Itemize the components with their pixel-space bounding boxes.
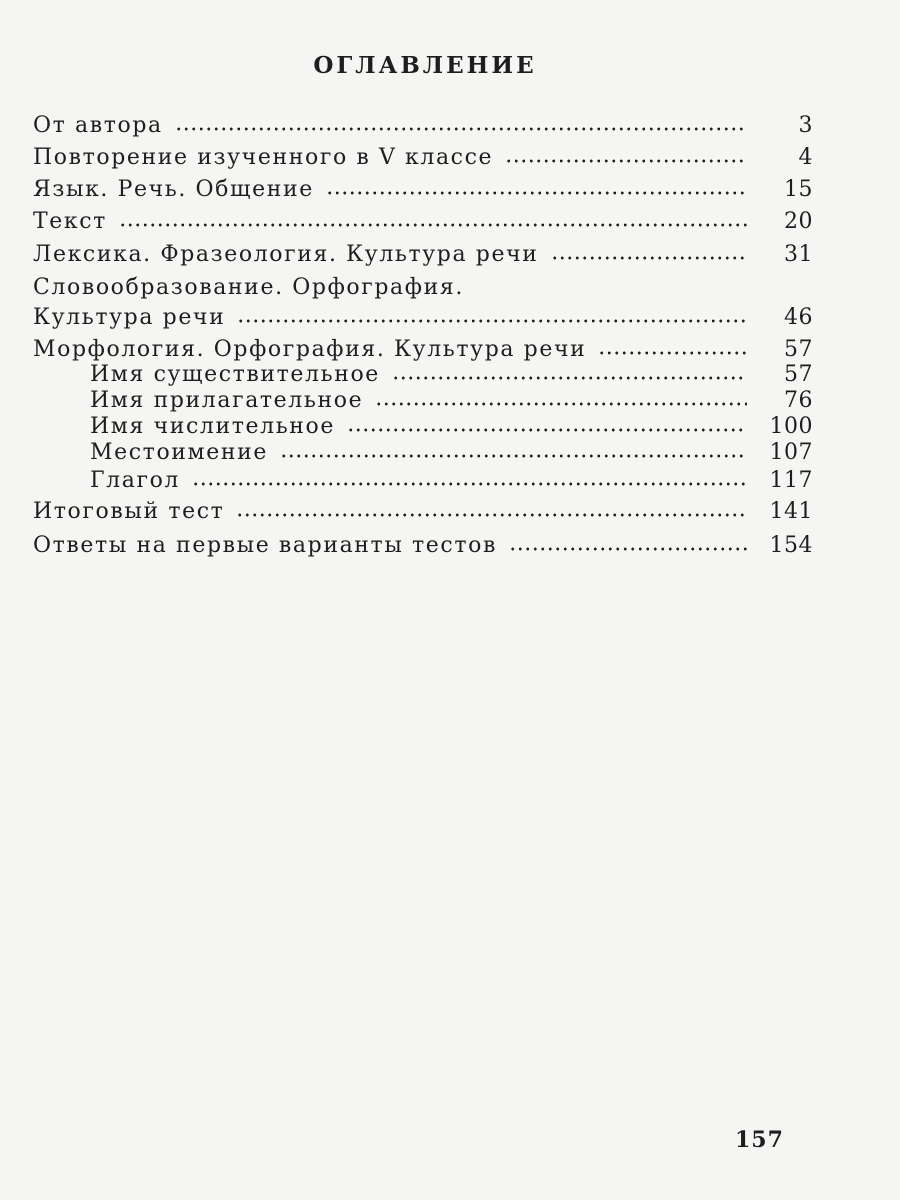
toc-subentry bbox=[90, 435, 813, 465]
toc-entry-page: 4 bbox=[798, 145, 813, 170]
toc-entry bbox=[33, 204, 813, 234]
dot-leader bbox=[119, 222, 747, 228]
toc-entry-label-continued: Культура речи bbox=[33, 305, 226, 330]
toc-entry bbox=[33, 300, 813, 330]
toc-entry-label: Ответы на первые варианты тестов bbox=[33, 533, 497, 558]
toc-entry-page: 46 bbox=[784, 305, 813, 330]
dot-leader bbox=[280, 453, 747, 459]
dot-leader bbox=[551, 255, 747, 261]
toc-entry bbox=[33, 528, 813, 558]
toc-entry-page: 154 bbox=[769, 533, 813, 558]
toc-entry bbox=[33, 140, 813, 170]
toc-entry-page: 57 bbox=[784, 337, 813, 362]
dot-leader bbox=[505, 158, 747, 164]
dot-leader bbox=[326, 190, 747, 196]
dot-leader bbox=[347, 427, 747, 433]
toc-entry-label: Глагол bbox=[90, 468, 181, 493]
toc-entry-page: 31 bbox=[784, 242, 813, 267]
dot-leader bbox=[509, 546, 747, 552]
toc-entry-label: Текст bbox=[33, 209, 107, 234]
toc-entry-label: Повторение изученного в V классе bbox=[33, 145, 494, 170]
toc-subentry bbox=[90, 463, 813, 493]
toc-entry-label: Итоговый тест bbox=[33, 499, 225, 524]
toc-entry-page: 76 bbox=[784, 388, 813, 413]
toc-entry-page: 15 bbox=[784, 177, 813, 202]
toc-entry-page: 117 bbox=[769, 468, 813, 493]
page-number: 157 bbox=[735, 1127, 784, 1153]
dot-leader bbox=[392, 375, 747, 381]
toc-entry-page: 20 bbox=[784, 209, 813, 234]
toc-entry-page: 100 bbox=[769, 414, 813, 439]
toc-entry-label: Имя числительное bbox=[90, 414, 336, 439]
dot-leader bbox=[237, 318, 747, 324]
dot-leader bbox=[236, 512, 747, 518]
toc-entry-label: Словообразование. Орфография. bbox=[33, 275, 464, 300]
toc-entry-page: 57 bbox=[784, 362, 813, 387]
toc-entry-label: От автора bbox=[33, 113, 163, 138]
toc-entry-label: Язык. Речь. Общение bbox=[33, 177, 314, 202]
toc-entry-label: Имя существительное bbox=[90, 362, 380, 387]
toc-entry-page: 141 bbox=[769, 499, 813, 524]
dot-leader bbox=[175, 126, 747, 132]
toc-entry bbox=[33, 172, 813, 202]
toc-entry-line1 bbox=[33, 270, 813, 300]
toc-entry-label: Местоимение bbox=[90, 440, 269, 465]
toc-entry-label: Морфология. Орфография. Культура речи bbox=[33, 337, 587, 362]
dot-leader bbox=[375, 401, 747, 407]
dot-leader bbox=[192, 481, 747, 487]
toc-entry bbox=[33, 494, 813, 524]
toc-entry bbox=[33, 237, 813, 267]
page-title: ОГЛАВЛЕНИЕ bbox=[313, 52, 537, 79]
dot-leader bbox=[598, 350, 747, 356]
toc-entry-label: Лексика. Фразеология. Культура речи bbox=[33, 242, 539, 267]
toc-entry-page: 107 bbox=[769, 440, 813, 465]
toc-entry-page: 3 bbox=[798, 113, 813, 138]
toc-entry bbox=[33, 108, 813, 138]
toc-entry-label: Имя прилагательное bbox=[90, 388, 364, 413]
